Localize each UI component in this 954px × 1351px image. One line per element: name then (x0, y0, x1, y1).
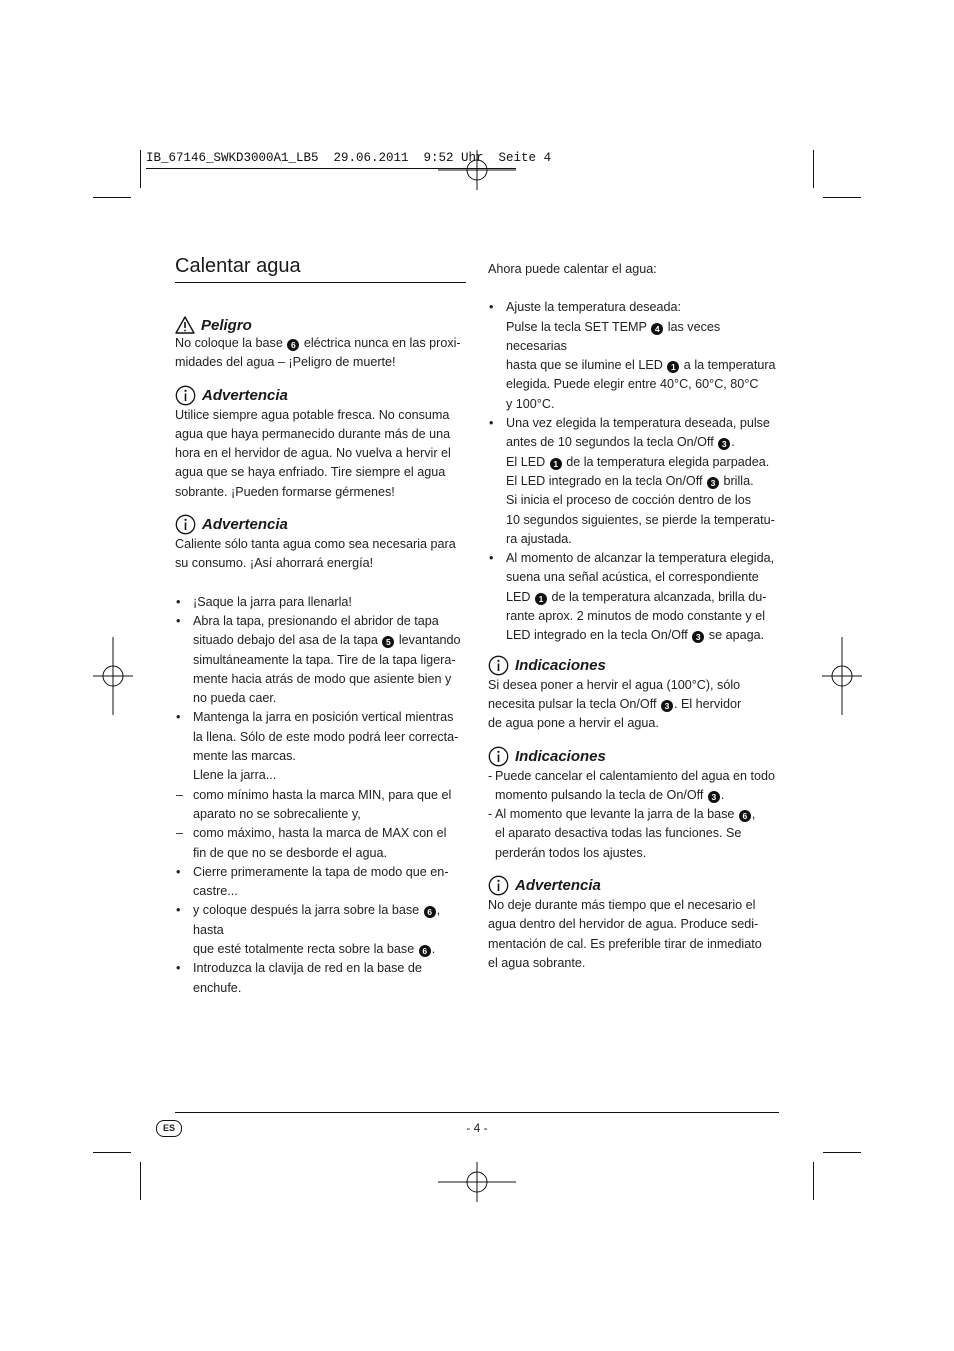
crop-mark (813, 1162, 814, 1200)
text-line: hora en el hervidor de agua. No vuelva a hervir el (175, 446, 451, 461)
text-line: rante aprox. 2 minutos de modo constante y el (506, 609, 766, 624)
text-line: necesita pulsar la tecla On/Off 3 . El hervidor (488, 696, 742, 711)
text-line: aparato no se sobrecaliente y, (193, 806, 361, 821)
list-item (506, 298, 783, 414)
text-line: – como mínimo hasta la marca MIN, para que el (193, 787, 452, 802)
text-line: • Al momento de alcanzar la temperatura elegida, (506, 551, 775, 566)
text-line: perderán todos los ajustes. (495, 845, 647, 860)
part-number-icon: 1 (667, 361, 679, 373)
crop-mark (823, 197, 861, 198)
text-line: simultáneamente la tapa. Tire de la tapa ligera- (193, 652, 456, 667)
part-number-icon: 3 (692, 631, 704, 643)
indicaciones-text-1 (488, 676, 783, 734)
part-number-icon: 6 (424, 906, 436, 918)
text-line: que esté totalmente recta sobre la base 6 . (193, 942, 436, 957)
info-icon (488, 655, 509, 676)
indicaciones-heading-2: Indicaciones (488, 746, 783, 767)
text-line: • Una vez elegida la temperatura deseada, pulse (506, 416, 770, 431)
indicaciones-heading-1: Indicaciones (488, 655, 783, 676)
text-line: Si desea poner a hervir el agua (100°C), sólo (488, 677, 741, 692)
right-column (488, 260, 783, 973)
crop-mark (93, 1152, 131, 1153)
text-line: Caliente sólo tanta agua como sea necesaria para (175, 537, 456, 552)
advertencia-heading-1: Advertencia (175, 385, 470, 406)
text-line: sobrante. ¡Pueden formarse gérmenes! (175, 484, 395, 499)
info-icon (175, 514, 196, 535)
footer-rule (175, 1112, 779, 1113)
text-line: su consumo. ¡Así ahorrará energía! (175, 556, 374, 571)
left-column (175, 316, 470, 998)
part-number-icon: 1 (550, 458, 562, 470)
text-line: - Al momento que levante la jarra de la base 6 , (495, 807, 756, 822)
text-line: No deje durante más tiempo que el necesario el (488, 898, 756, 913)
list-item (193, 863, 470, 902)
text-line: agua que se haya enfriado. Tire siempre el agua (175, 465, 446, 480)
registration-mark-left (93, 637, 133, 715)
text-line: mente hacia atrás de modo que asiente bien y (193, 671, 452, 686)
page-title: Calentar agua (175, 255, 301, 277)
text-line: mentación de cal. Es preferible tirar de inmediato (488, 936, 762, 951)
text-line: - Puede cancelar el calentamiento del agua en todo (495, 768, 776, 783)
part-number-icon: 6 (419, 945, 431, 957)
text-line: El LED 1 de la temperatura elegida parpadea. (506, 454, 770, 469)
text-line: de agua pone a hervir el agua. (488, 716, 659, 731)
text-line: • Mantenga la jarra en posición vertical mientras (193, 710, 454, 725)
text-line: No coloque la base 6 eléctrica nunca en las proxi- (175, 336, 461, 350)
advertencia-text-3 (488, 896, 783, 973)
indicaciones-list (488, 767, 783, 863)
text-line: – como máximo, hasta la marca de MAX con el (193, 826, 447, 841)
list-item (193, 708, 470, 785)
text-line: Pulse la tecla SET TEMP 4 las veces necesarias (506, 319, 721, 353)
text-line: • Cierre primeramente la tapa de modo que en- (193, 864, 449, 879)
text-line: 10 segundos siguientes, se pierde la temperatu- (506, 512, 775, 527)
text-line: hasta que se ilumine el LED 1 a la temperatura (506, 358, 776, 373)
text-line: elegida. Puede elegir entre 40°C, 60°C, 80°C (506, 377, 759, 392)
text-line: ra ajustada. (506, 531, 572, 546)
info-icon (488, 746, 509, 767)
text-line: • y coloque después la jarra sobre la base 6 , hasta (193, 903, 441, 937)
registration-mark-right (822, 637, 862, 715)
text-line: El LED integrado en la tecla On/Off 3 brilla. (506, 473, 754, 488)
part-number-icon: 3 (718, 438, 730, 450)
advertencia-text-2 (175, 535, 470, 574)
text-line: la llena. Sólo de este modo podrá leer correcta- (193, 729, 459, 744)
text-line: no pueda caer. (193, 691, 277, 706)
text-line: antes de 10 segundos la tecla On/Off 3 . (506, 435, 735, 450)
registration-mark-bottom (438, 1162, 516, 1202)
text-line: Si inicia el proceso de cocción dentro de los (506, 493, 752, 508)
text-line: midades del agua – ¡Peligro de muerte! (175, 355, 396, 370)
part-number-icon: 6 (287, 339, 299, 351)
crop-mark (140, 150, 141, 188)
intro-text: Ahora puede calentar el agua: (488, 262, 657, 276)
text-line: LED 1 de la temperatura alcanzada, brilla du- (506, 589, 767, 604)
part-number-icon: 3 (707, 477, 719, 489)
list-item (506, 549, 783, 645)
text-line: • Abra la tapa, presionando el abridor de tapa (193, 613, 439, 628)
text-line: agua que haya permanecido durante más de una (175, 426, 451, 441)
info-icon (175, 385, 196, 406)
text-line: • Introduzca la clavija de red en la base de enchufe. (193, 961, 422, 995)
list-item (495, 767, 783, 806)
part-number-icon: 3 (661, 700, 673, 712)
print-header-underline (146, 168, 516, 169)
crop-mark (813, 150, 814, 188)
text-line: el agua sobrante. (488, 955, 586, 970)
text-line: suena una señal acústica, el correspondiente (506, 570, 759, 585)
part-number-icon: 4 (651, 323, 663, 335)
list-item (193, 593, 470, 612)
list-item (193, 612, 470, 708)
list-item (506, 414, 783, 549)
peligro-text (175, 334, 470, 373)
list-item (193, 959, 470, 998)
text-line: • ¡Saque la jarra para llenarla! (193, 594, 352, 609)
text-line: LED integrado en la tecla On/Off 3 se apaga. (506, 628, 765, 643)
text-line: agua dentro del hervidor de agua. Produce sedi- (488, 917, 759, 932)
list-item (193, 786, 470, 825)
language-badge: ES (156, 1120, 182, 1137)
warning-triangle-icon (175, 316, 195, 334)
text-line: fin de que no se desborde el agua. (193, 845, 387, 860)
text-line: y 100°C. (506, 396, 555, 411)
peligro-heading: Peligro (175, 316, 470, 334)
print-header: IB_67146_SWKD3000A1_LB5 29.06.2011 9:52 Uhr Seite 4 (146, 151, 552, 165)
text-line: momento pulsando la tecla de On/Off 3 . (495, 787, 725, 802)
page-number: - 4 - (466, 1121, 488, 1135)
list-item (193, 901, 470, 959)
crop-mark (823, 1152, 861, 1153)
text-line: situado debajo del asa de la tapa 5 levantando (193, 633, 461, 648)
advertencia-heading-2: Advertencia (175, 514, 470, 535)
part-number-icon: 1 (535, 593, 547, 605)
title-rule (175, 282, 466, 283)
text-line: mente las marcas. (193, 749, 296, 764)
instruction-list (175, 593, 470, 998)
list-item (495, 805, 783, 863)
crop-mark (140, 1162, 141, 1200)
text-line: Utilice siempre agua potable fresca. No consuma (175, 407, 450, 422)
text-line: Llene la jarra... (193, 768, 277, 783)
crop-mark (93, 197, 131, 198)
part-number-icon: 3 (708, 791, 720, 803)
text-line: el aparato desactiva todas las funciones. Se (495, 826, 742, 841)
steps-list (488, 298, 783, 645)
advertencia-text-1 (175, 406, 470, 502)
part-number-icon: 5 (382, 636, 394, 648)
advertencia-heading-3: Advertencia (488, 875, 783, 896)
text-line: • Ajuste la temperatura deseada: (506, 300, 682, 315)
list-item (193, 824, 470, 863)
info-icon (488, 875, 509, 896)
part-number-icon: 6 (739, 810, 751, 822)
text-line: castre... (193, 884, 238, 899)
